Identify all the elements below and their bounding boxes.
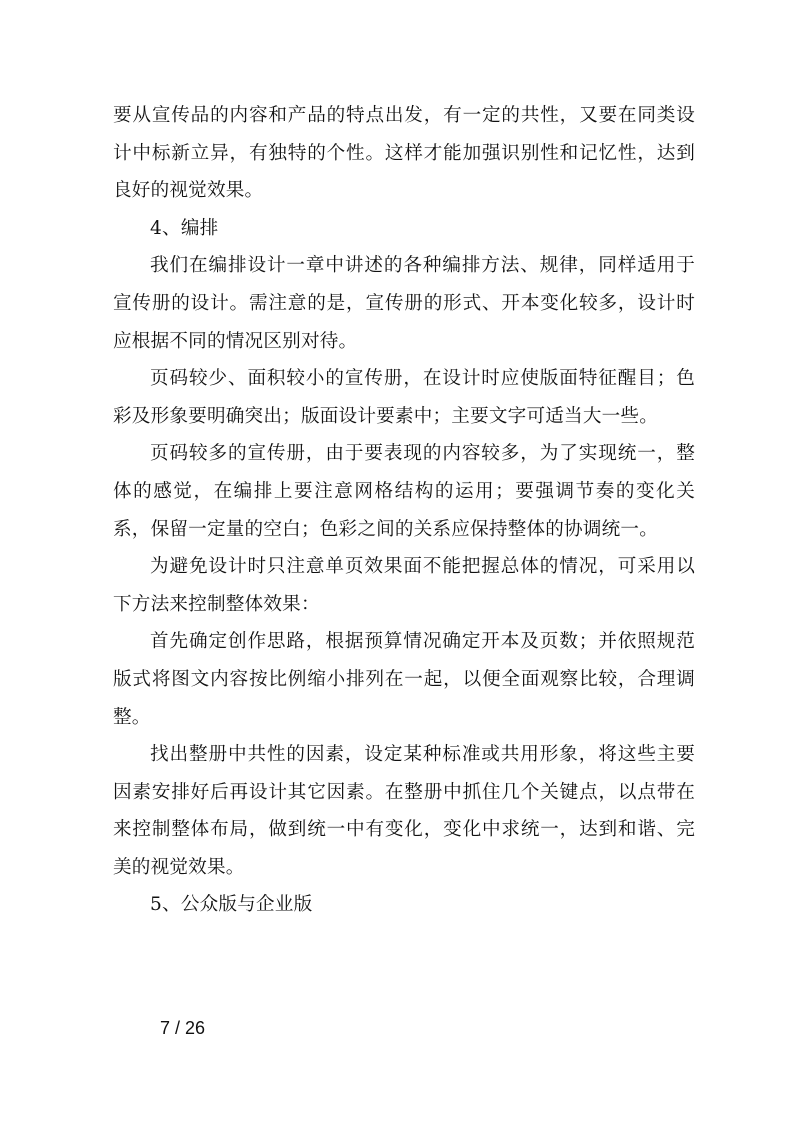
paragraph-many-pages: 页码较多的宣传册，由于要表现的内容较多，为了实现统一，整体的感觉，在编排上要注意网格结构的运用；要强调节奏的变化关系，保留一定量的空白；色彩之间的关系应保持整体的协调统一。 (113, 443, 695, 540)
section-heading-layout: 4、编排 (150, 217, 219, 239)
paragraph-common-factors: 找出整册中共性的因素，设定某种标准或共用形象，将这些主要因素安排好后再设计其它因素。在整册中抓住几个关键点，以点带在来控制整体布局，做到统一中有变化，变化中求统一，达到和谐、完美的视觉效果。 (113, 744, 695, 878)
paragraph-layout-methods: 我们在编排设计一章中讲述的各种编排方法、规律，同样适用于宣传册的设计。需注意的是，宣传册的形式、开本变化较多，设计时应根据不同的情况区别对待。 (113, 255, 695, 352)
paragraph-few-pages: 页码较少、面积较小的宣传册，在设计时应使版面特征醒目；色彩及形象要明确突出；版面设计要素中；主要文字可适当大一些。 (113, 368, 695, 427)
paragraph-intro-continuation: 要从宣传品的内容和产品的特点出发，有一定的共性，又要在同类设计中标新立异，有独特的个性。这样才能加强识别性和记忆性，达到良好的视觉效果。 (113, 105, 695, 202)
paragraph-overall-control: 为避免设计时只注意单页效果面不能把握总体的情况，可采用以下方法来控制整体效果： (113, 556, 695, 615)
paragraph-first-step: 首先确定创作思路，根据预算情况确定开本及页数；并依照规范版式将图文内容按比例缩小排列在一起，以便全面观察比较，合理调整。 (113, 631, 695, 728)
document-body (113, 97, 695, 924)
page-number: 7 / 26 (160, 1018, 206, 1038)
section-heading-editions: 5、公众版与企业版 (150, 894, 313, 916)
